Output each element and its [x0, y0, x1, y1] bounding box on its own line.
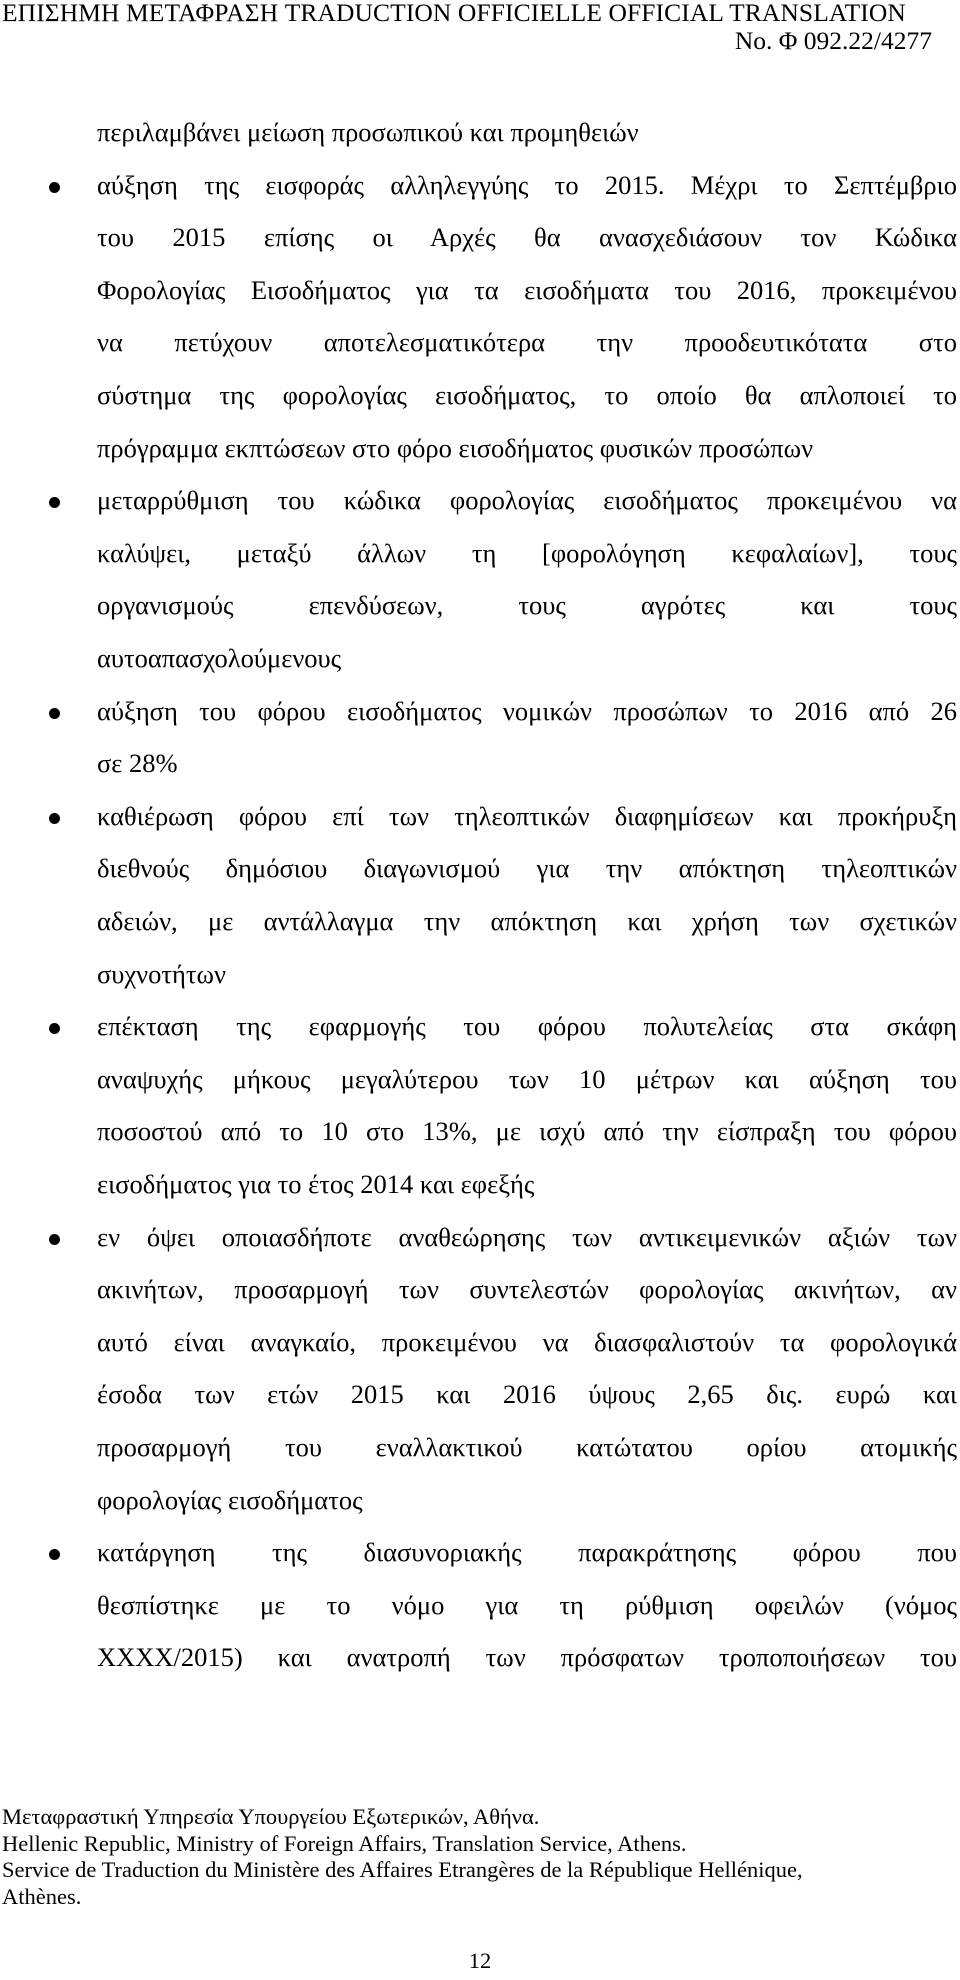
text-line: Φορολογίας Εισοδήματος για τα εισοδήματα του 2016, προκειμένου: [97, 274, 957, 305]
text-line: προσαρμογή του εναλλακτικού κατώτατου ορίου ατομικής: [97, 1431, 957, 1462]
bullet-list-item: [97, 474, 957, 684]
bullet-list-item: [97, 1526, 957, 1684]
text-line: ακινήτων, προσαρμογή των συντελεστών φορολογίας ακινήτων, αν: [97, 1274, 957, 1305]
bullet-icon: [49, 1023, 60, 1034]
text-line: σε 28%: [97, 748, 178, 779]
text-line: να πετύχουν αποτελεσματικότερα την προοδευτικότατα στο: [97, 327, 957, 358]
footer-line-french-city: Athènes.: [2, 1883, 82, 1909]
text-line: εν όψει οποιασδήποτε αναθεώρησης των αντικειμενικών αξιών των: [97, 1221, 957, 1252]
bullet-list-item: [97, 685, 957, 790]
text-line: διεθνούς δημόσιου διαγωνισμού για την απόκτηση τηλεοπτικών: [97, 853, 957, 884]
bullet-list-item: [97, 1000, 957, 1210]
text-line: έσοδα των ετών 2015 και 2016 ύψους 2,65 δις. ευρώ και: [97, 1379, 957, 1410]
text-line: αύξηση της εισφοράς αλληλεγγύης το 2015. Μέχρι το Σεπτέμβριο: [97, 169, 957, 200]
translation-header-title: ΕΠΙΣΗΜΗ ΜΕΤΑΦΡΑΣΗ TRADUCTION OFFICIELLE OFFICIAL TRANSLATION: [2, 0, 906, 27]
bullet-list-item: [97, 1211, 957, 1527]
bullet-icon: [49, 1234, 60, 1245]
text-line: καλύψει, μεταξύ άλλων τη [φορολόγηση κεφαλαίων], τους: [97, 537, 957, 568]
text-line: εισοδήματος για το έτος 2014 και εφεξής: [97, 1168, 535, 1199]
footer-line-english: Hellenic Republic, Ministry of Foreign Affairs, Translation Service, Athens.: [2, 1830, 687, 1856]
footer-line-french: Service de Traduction du Ministère des Affaires Etrangères de la République Hellénique,: [2, 1857, 803, 1883]
bullet-list-item: [97, 790, 957, 1000]
text-line: του 2015 επίσης οι Αρχές θα ανασχεδιάσουν τον Κώδικα: [97, 222, 957, 253]
bullet-icon: [49, 497, 60, 508]
text-line: αυτό είναι αναγκαίο, προκειμένου να διασφαλιστούν τα φορολογικά: [97, 1326, 957, 1357]
text-line: συχνοτήτων: [97, 958, 226, 989]
bullet-icon: [49, 708, 60, 719]
text-line: πρόγραμμα εκπτώσεων στο φόρο εισοδήματος φυσικών προσώπων: [97, 432, 814, 463]
text-line: μεταρρύθμιση του κώδικα φορολογίας εισοδήματος προκειμένου να: [97, 485, 957, 516]
text-line: αδειών, με αντάλλαγμα την απόκτηση και χρήση των σχετικών: [97, 905, 957, 936]
text-line: αναψυχής μήκους μεγαλύτερου των 10 μέτρων και αύξηση του: [97, 1063, 957, 1094]
bullet-icon: [49, 813, 60, 824]
text-line: σύστημα της φορολογίας εισοδήματος, το οποίο θα απλοποιεί το: [97, 379, 957, 410]
text-line: επέκταση της εφαρμογής του φόρου πολυτελείας στα σκάφη: [97, 1011, 957, 1042]
text-line: καθιέρωση φόρου επί των τηλεοπτικών διαφημίσεων και προκήρυξη: [97, 800, 957, 831]
footer-line-greek: Μεταφραστική Υπηρεσία Υπουργείου Εξωτερικών, Αθήνα.: [2, 1804, 540, 1829]
page-number: 12: [468, 1948, 492, 1973]
text-line: θεσπίστηκε με το νόμο για τη ρύθμιση οφειλών (νόμος: [97, 1589, 957, 1620]
bullet-icon: [49, 1549, 60, 1560]
document-number: No. Φ 092.22/4277: [734, 26, 932, 55]
text-line: φορολογίας εισοδήματος: [97, 1484, 363, 1515]
page-footer: [2, 1804, 952, 1910]
text-line: κατάργηση της διασυνοριακής παρακράτησης φόρου που: [97, 1537, 957, 1568]
bullet-list-item: [97, 159, 957, 475]
text-line: οργανισμούς επενδύσεων, τους αγρότες και τους: [97, 590, 957, 621]
text-line: ποσοστού από το 10 στο 13%, με ισχύ από την είσπραξη του φόρου: [97, 1116, 957, 1147]
text-line: αυτοαπασχολούμενους: [97, 642, 342, 673]
continuation-paragraph: [97, 106, 957, 159]
text-line: αύξηση του φόρου εισοδήματος νομικών προσώπων το 2016 από 26: [97, 695, 957, 726]
text-line: XXXX/2015) και ανατροπή των πρόσφατων τροποποιήσεων του: [97, 1642, 957, 1673]
bullet-icon: [49, 182, 60, 193]
text-line: περιλαμβάνει μείωση προσωπικού και προμηθειών: [97, 117, 639, 147]
